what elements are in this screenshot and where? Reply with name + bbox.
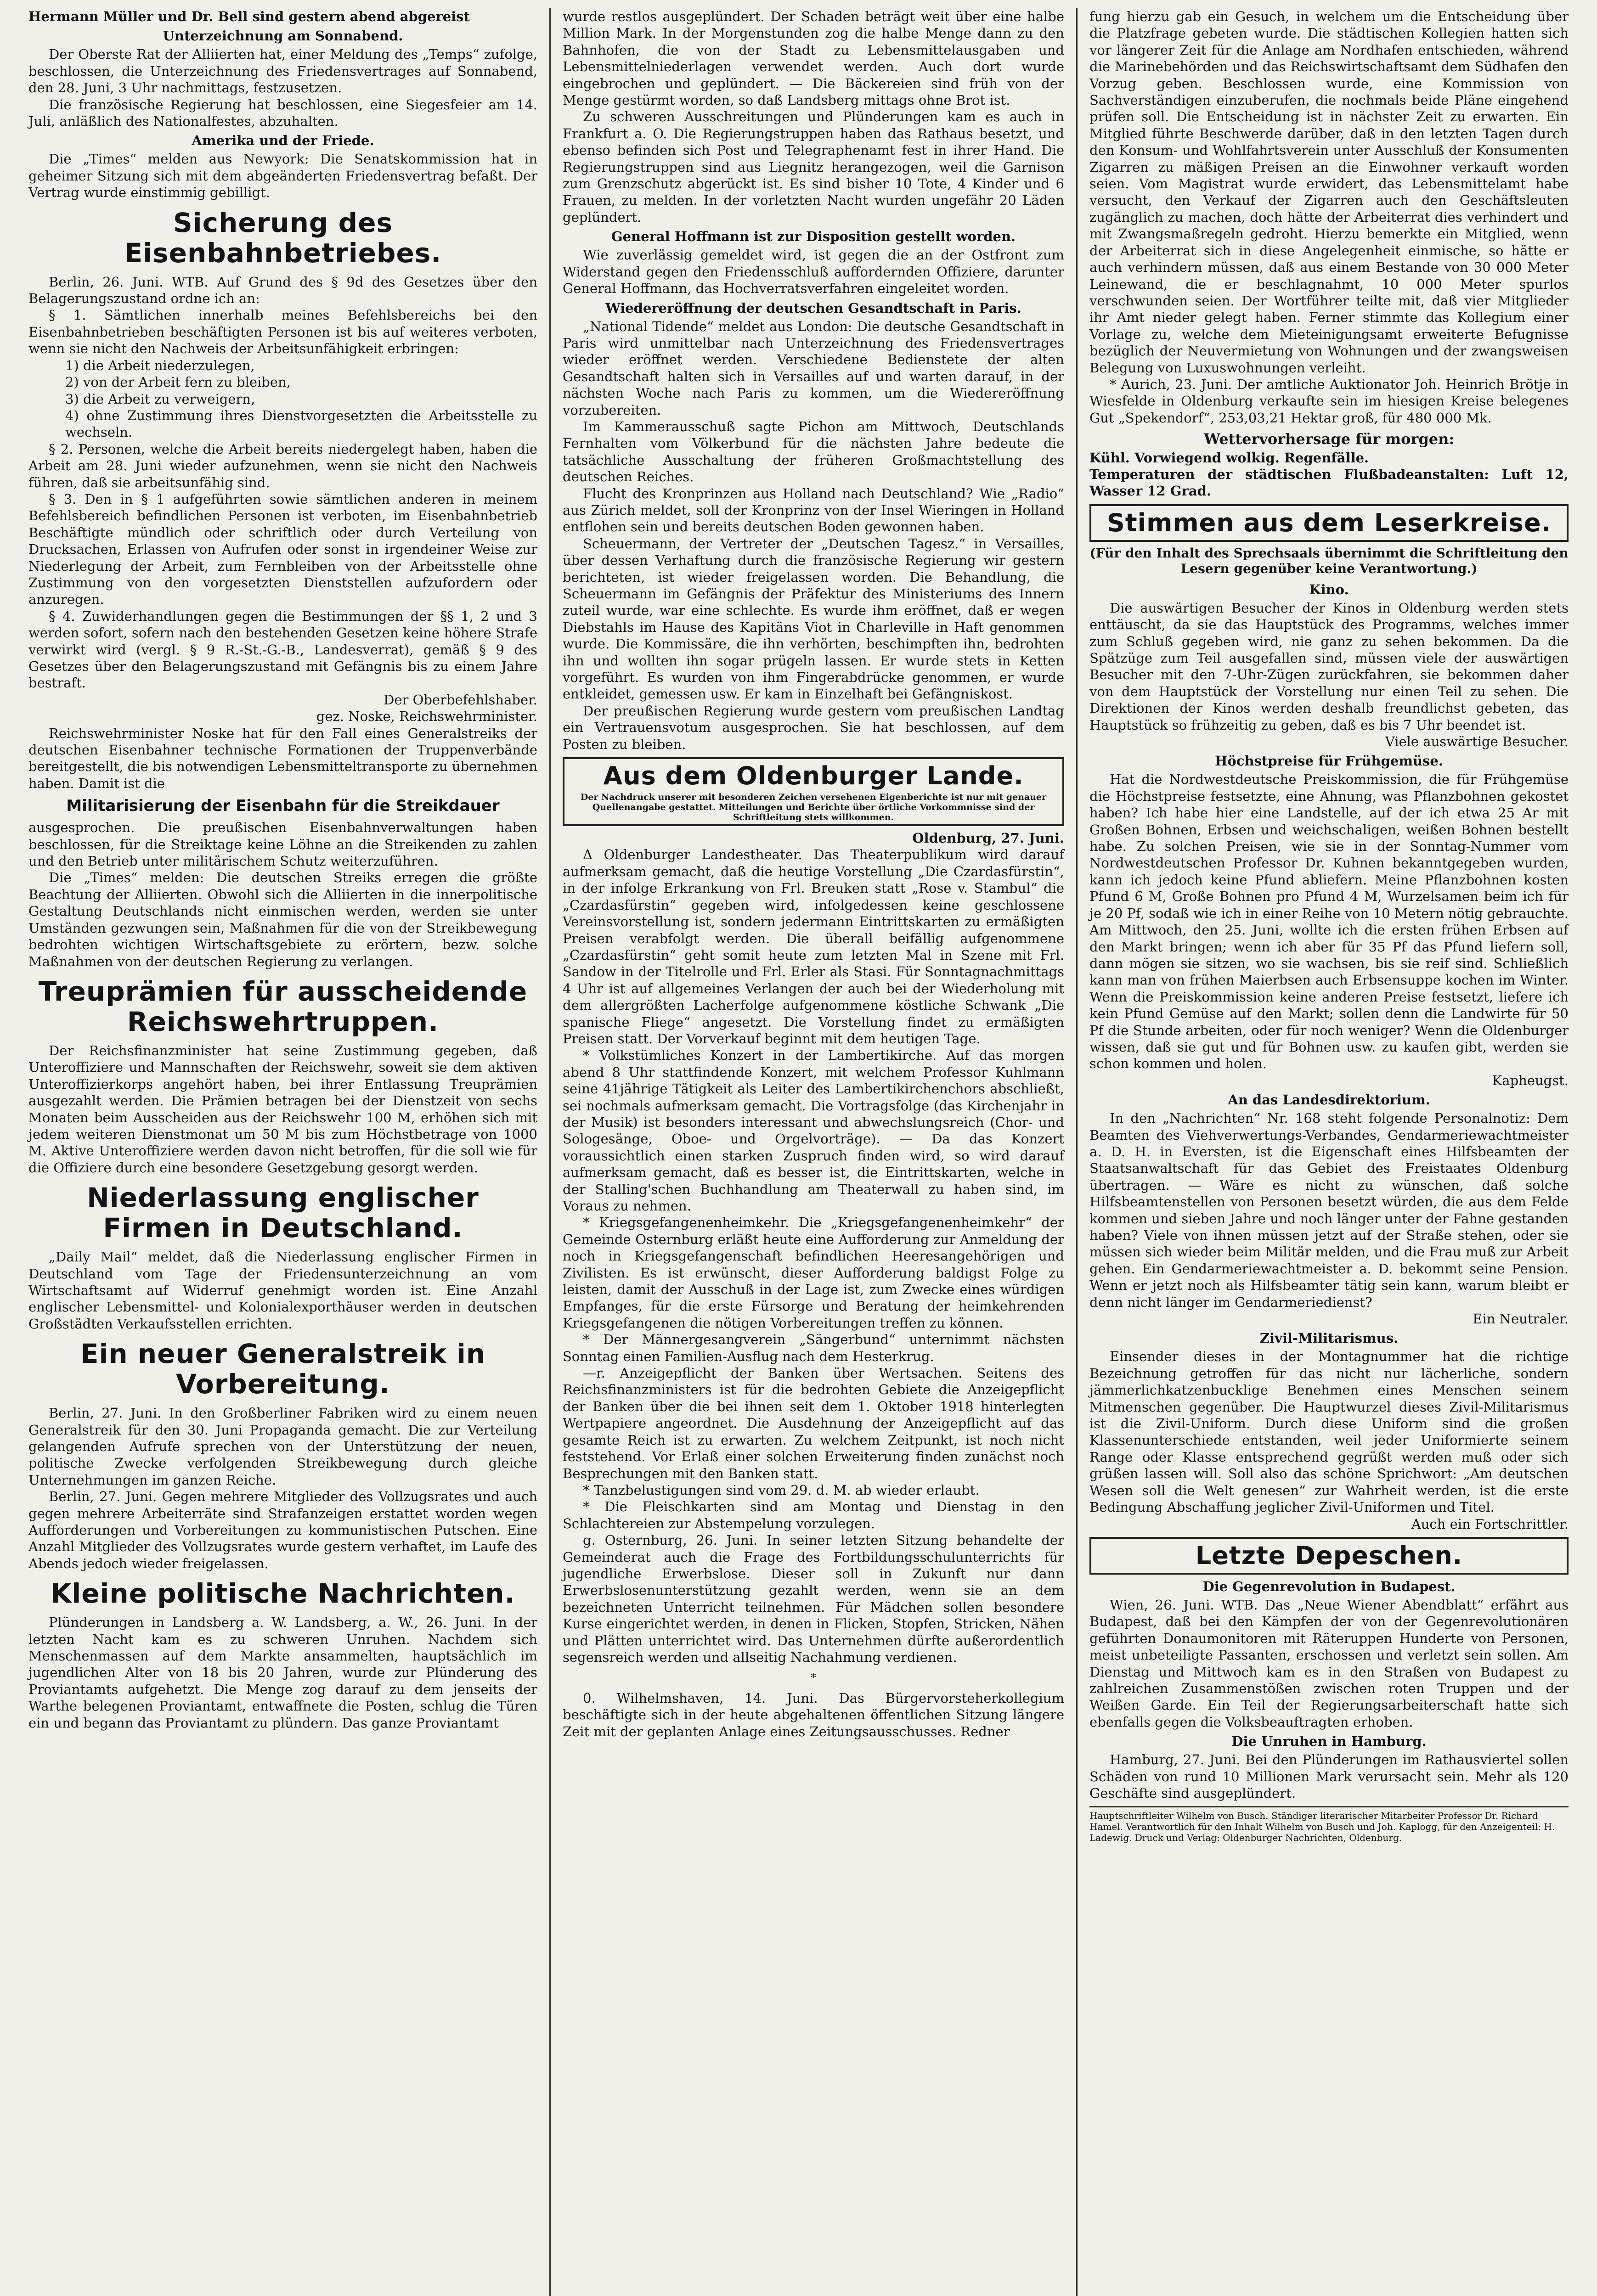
section-note: Der Nachdruck unserer mit besonderen Zeichen versehenen Eigenberichte ist nur mit genauer Quellenangabe gestattet. Mitteilungen und Berichte über örtliche Vorkommnisse sind der Schriftleitung stets willkommen. [580,792,1047,823]
paragraph: * Tanzbelustigungen sind vom 29. d. M. ab wieder erlaubt. [583,1482,980,1498]
subheading: Höchstpreise für Frühgemüse. [1215,753,1443,769]
paragraph: Einsender dieses in der Montagnummer hat die richtige Bezeichnung getroffen für das nicht nur lächerliche, sondern jämmerlichkatzenbucklige Benehmen eines Menschen seinem Mitmenschen gegenüber. Die Hauptwurzel dieses Zivil-Militarismus ist die Zivil-Uniform. Durch diese Uniform sind die großen Klassenunterschiede entstanden, weil jeder Uniformierte seinem Range oder Klasse entsprechend gegrüßt werden muß oder sich grüßen lassen will. Soll also das schöne Sprichwort: „Am deutschen Wesen soll die Welt genesen“ zur Wahrheit werden, ist die erste Bedingung Abschaffung jeglicher Zivil-Uniformen und Titel. [1089,1349,1569,1515]
paragraph: Wien, 26. Juni. WTB. Das „Neue Wiener Abendblatt“ erfährt aus Budapest, daß bei den Kämpfen der von der Gegenrevolutionären geführten Donaumonitoren mit Räteruppen Hunderte von Personen, meist unbeteiligte Passanten, erschossen und verletzt sein sollen. Am Dienstag und Mittwoch kam es in den Straßen von Budapest zu zahlreichen Zusammenstößen zwischen roten Truppen und der Weißen Garde. Ein Teil der Regierungsarbeiterschaft hatte sich ebenfalls gegen die Volksbeauftragten erhoben. [1089,1597,1569,1730]
subheading: An das Landesdirektorium. [1228,1092,1430,1108]
paragraph: * Kriegsgefangenenheimkehr. Die „Kriegsgefangenenheimkehr“ der Gemeinde Osternburg erläßt heute eine Aufforderung zur Anmeldung der noch in Kriegsgefangenschaft befindlichen Heeresangehörigen und Zivilisten. Es ist erwünscht, dieser Aufforderung baldigst Folge zu leisten, damit der Ausschuß in der Lage ist, zum Zwecke eines würdigen Empfanges, für die erste Fürsorge und Beratung der heimkehrenden Kriegsgefangenen die nötigen Vorbereitungen treffen zu können. [563,1215,1064,1331]
paragraph: fung hierzu gab ein Gesuch, in welchem um die Entscheidung über die Platzfrage gebeten wurde. Die städtischen Kollegien hatten sich vor längerer Zeit für die Anlage am Nordhafen entschieden, während die Marinebehörden und das Reichswirtschaftsamt dem Südhafen den Vorzug geben. Beschlossen wurde, eine Kommission von Sachverständigen einzuberufen, die nochmals beide Pläne eingehend prüfen soll. Die Entscheidung ist in nächster Zeit zu erwarten. Ein Mitglied führte Beschwerde darüber, daß in den letzten Tagen durch den Konsum- und Wohlfahrtsverein unter Ausschluß der Konsumenten Zigarren zu mäßigen Preisen an die Einwohner verkauft worden seien. Vom Magistrat wurde erwidert, das Lebensmittelamt habe versucht, den Verkauf der Zigarren auch den Geschäftsleuten zugänglich zu machen, doch hätte der Arbeiterrat dies verhindert und mit Zwangsmaßregeln gedroht. Hierzu bemerkte ein Mitglied, wenn der Arbeiterrat sich in diese Angelegenheit einmische, so hätte er auch verhindern müssen, daß aus einem Bestande von 30 000 Meter Leinewand, die er beschlagnahmt, 10 000 Meter spurlos verschwunden seien. Der Wortführer teilte mit, daß vier Mitglieder ihr Amt nieder gelegt haben. Ferner stimmte das Kollegium einer Vorlage zu, welche dem Mieteinigungsamt erweiterte Befugnisse bezüglich der Neuvermietung von Wohnungen und der zwangsweisen Belegung von Luxuswohnungen verleiht. [1089,9,1569,376]
list-item: 3) die Arbeit zu verweigern, [65,391,255,407]
subheading: Unterzeichnung am Sonnabend. [163,28,403,44]
paragraph: * Die Fleischkarten sind am Montag und Dienstag in den Schlachtereien zur Abstempelung vorzulegen. [563,1499,1064,1531]
paragraph: Zu schweren Ausschreitungen und Plünderungen kam es auch in Frankfurt a. O. Die Regierungstruppen haben das Rathaus besetzt, und ebenso befinden sich Post und Telegraphenamt fest in ihrer Hand. Die Regierungstruppen sind aus Liegnitz herangezogen, weil die Garnison zum Grenzschutz abgerückt ist. Es sind bisher 10 Tote, 4 Kinder und 6 Frauen, zu melden. In der vorletzten Nacht wurden ungefähr 20 Läden geplündert. [563,109,1064,225]
paragraph: Der Oberste Rat der Alliierten hat, einer Meldung des „Temps“ zufolge, beschlossen, die Unterzeichnung des Friedensvertrages auf Sonnabend, den 28. Juni, 3 Uhr nachmittags, festzusetzen. [28,46,537,96]
dateline: Oldenburg, 27. Juni. [912,830,1064,846]
signature: Ein Neutraler. [1473,1311,1569,1327]
headline: Treuprämien für ausscheidende Reichswehrtruppen. [38,975,528,1037]
paragraph: —r. Anzeigepflicht der Banken über Wertsachen. Seitens des Reichsfinanzministers ist für die bedrohten Gebiete die Anzeigepflicht der Banken über die bei ihnen seit dem 1. Oktober 1918 hinterlegten Wertpapiere angeordnet. Die Ausdehnung der Anzeigepflicht auf das gesamte Reich ist zu erwarten. Zu welchem Zeitpunkt, ist noch nicht feststehend. Vor Erlaß einer solchen Erweiterung finden zunächst noch Besprechungen mit den Banken statt. [563,1365,1064,1481]
headline: Ein neuer Generalstreik in Vorbereitung. [80,1338,486,1400]
separator-star: * [811,1671,816,1684]
section-headline: Aus dem Oldenburger Lande. [603,761,1024,791]
paragraph: Die „Times“ melden aus Newyork: Die Senatskommission hat in geheimer Sitzung sich mit dem abgeänderten Friedensvertrag befaßt. Der Vertrag wurde einstimmig gebilligt. [28,151,537,201]
list-item: 2) von der Arbeit fern zu bleiben, [65,374,291,390]
column-1 [17,8,549,2296]
paragraph: § 2. Personen, welche die Arbeit bereits niedergelegt haben, haben die Arbeit am 28. Juni wieder aufzunehmen, wenn sie nicht den Nachweis führen, daß sie arbeitsunfähig sind. [28,441,537,490]
paragraph: wurde restlos ausgeplündert. Der Schaden beträgt weit über eine halbe Million Mark. In der Morgenstunden zog die halbe Menge dann zu den Bahnhofen, die von der Stadt zu Lebensmittelausgaben und Lebensmittelniederlagen verwendet werden. Auch dort wurde eingebrochen und geplündert. — Die Bäckereien sind früh von der Menge gestürmt worden, so daß Landsberg mittags ohne Brot ist. [563,9,1064,108]
column-3 [1078,8,1580,2296]
paragraph: Wie zuverlässig gemeldet wird, ist gegen die an der Ostfront zum Widerstand gegen den Friedensschluß auffordernden Offiziere, darunter General Hoffmann, das Hochverratsverfahren eingeleitet worden. [563,247,1064,297]
paragraph: In den „Nachrichten“ Nr. 168 steht folgende Personalnotiz: Dem Beamten des Viehverwertungs-Verbandes, Gendarmeriewachtmeister a. D. H. in Eversten, ist die Eigenschaft eines Hilfsbeamten der Staatsanwaltschaft für das Gebiet des Freistaates Oldenburg übertragen. — Wäre es nicht zu wünschen, daß solche Hilfsbeamtenstellen von Personen besetzt würden, die aus dem Felde kommen und sieben Jahre und noch länger unter der Fahne gestanden haben? Viele von ihnen müssen jetzt auf der Straße stehen, oder sie müssen sich wieder beim Militär melden, und die Frau muß zur Arbeit gehen. Ein Gendarmeriewachtmeister a. D. bekommt seine Pension. Wenn er jetzt noch als Hilfsbeamter tätig sein kann, warum bleibt er denn nicht länger im Gendarmeriedienst? [1089,1110,1569,1310]
paragraph: § 1. Sämtlichen innerhalb meines Befehlsbereichs bei den Eisenbahnbetrieben beschäftigten Personen ist bis auf weiteres verboten, wenn sie nicht den Nachweis der Arbeitsunfähigkeit erbringen: [28,307,537,357]
headline: Kleine politische Nachrichten. [51,1578,515,1609]
paragraph: „Daily Mail“ meldet, daß die Niederlassung englischer Firmen in Deutschland vom Tage der Friedensunterzeichnung an vom Wirtschaftsamt auf Widerruf genehmigt worden ist. Eine Anzahl englischer Lebensmittel- und Kolonialexporthäuser werden in deutschen Großstädten Verkaufsstellen errichten. [28,1249,537,1332]
subheading: General Hoffmann ist zur Disposition gestellt worden. [611,229,1016,245]
paragraph: g. Osternburg, 26. Juni. In seiner letzten Sitzung behandelte der Gemeinderat auch die Frage des Fortbildungsschulunterrichts für jugendliche Erwerbslose. Dieser soll in Zukunft nur dann Erwerbslosenunterstützung gezahlt werden, wenn sie an dem bezeichneten Unterricht teilnehmen. Für Mädchen sollen besondere Kurse eingerichtet werden, in denen in Flicken, Stopfen, Stricken, Nähen und Plätten unterrichtet wird. Das Unternehmen dürfte außerordentlich segensreich werden und allseitig Nachahmung verdienen. [563,1532,1064,1665]
imprint: Hauptschriftleiter Wilhelm von Busch. Ständiger literarischer Mitarbeiter Professor Dr. Richard Hamel. Verantwortlich für den Inhalt Wilhelm von Busch und Joh. Kaplogg, für den Anzeigenteil: H. Ladewig. Druck und Verlag: Oldenburger Nachrichten, Oldenburg. [1089,1806,1569,1843]
paragraph: Die auswärtigen Besucher der Kinos in Oldenburg werden stets enttäuscht, da sie das Hauptstück des Programms, welches immer zum Schluß gegeben wird, nie ganz zu sehen bekommen. Da die Spätzüge zum Teil ausgefallen sind, müssen viele der auswärtigen Besucher mit den 7-Uhr-Zügen zurückfahren, sie bekommen daher von dem Hauptstück der Vorstellung nur einen Teil zu sehen. Die Direktionen der Kinos werden deshalb freundlichst gebeten, das Hauptstück so frühzeitig zu geben, daß es bis 7 Uhr beendet ist. [1089,600,1569,733]
headline: Niederlassung englischer Firmen in Deutschland. [87,1182,479,1244]
paragraph: Berlin, 26. Juni. WTB. Auf Grund des § 9d des Gesetzes über den Belagerungszustand ordne ich an: [28,274,537,307]
paragraph: Berlin, 27. Juni. Gegen mehrere Mitglieder des Vollzugsrates und auch gegen mehrere Arbeiterräte sind Strafanzeigen erstattet worden wegen Aufforderungen und Vorbereitungen zu kommunistischen Putschen. Eine Anzahl Mitglieder des Vollzugsrates wurde gestern verhaftet, im Laufe des Abends jedoch wieder freigelassen. [28,1489,537,1571]
section-headline: Stimmen aus dem Leserkreise. [1106,508,1552,537]
weather-heading: Wettervorhersage für morgen: [1203,430,1455,448]
paragraph: „National Tidende“ meldet aus London: Die deutsche Gesandtschaft in Paris wird unmittelbar nach Unterzeichnung des Friedensvertrages wieder eröffnet werden. Verschiedene Bedienstete der alten Gesandtschaft halten sich in Versailles auf und warten darauf, in der nächsten Woche nach Paris zu kommen, um die Wiedereröffnung vorzubereiten. [563,318,1064,418]
paragraph: Hamburg, 27. Juni. Bei den Plünderungen im Rathausviertel sollen Schäden von rund 10 Millionen Mark verursacht sein. Mehr als 120 Geschäfte sind ausgeplündert. [1089,1752,1569,1801]
list-item: 1) die Arbeit niederzulegen, [65,357,255,373]
paragraph: § 4. Zuwiderhandlungen gegen die Bestimmungen der §§ 1, 2 und 3 werden sofort, sofern nach den bestehenden Gesetzen keine höhere Strafe verwirkt wird (vergl. § 9 R.-St.-G.-B., Landesverrat), gemäß § 9 des Gesetzes über den Belagerungszustand mit Gefängnis bis zu einem Jahre bestraft. [28,608,537,691]
subheadline: Militarisierung der Eisenbahn für die Streikdauer [66,797,500,816]
paragraph: Die „Times“ melden: Die deutschen Streiks erregen die größte Beachtung der Alliierten. Obwohl sich die Alliierten in die innerpolitische Gestaltung Deutschlands nicht einmischen werden, werden sie unter Umständen gezwungen sein, Maßnahmen für die von der Streikbewegung bedrohten wichtigen Wirtschaftsgebiete zu erörtern, bezw. solche Maßnahmen von der deutschen Regierung zu verlangen. [28,870,537,969]
paragraph: Reichswehrminister Noske hat für den Fall eines Generalstreiks der deutschen Eisenbahner technische Formationen der Truppenverbände bereitgestellt, die bis notwendigen Lebensmitteltransporte zu übernehmen haben. Damit ist die [28,725,537,791]
paragraph: * Volkstümliches Konzert in der Lambertikirche. Auf das morgen abend 8 Uhr stattfindende Konzert, mit welchem Professor Kuhlmann seine 41jährige Tätigkeit als Leiter des Lambertikirchenchors abschließt, sei nochmals aufmerksam gemacht. Die Vortragsfolge (das Kirchenjahr in der Musik) ist besonders interessant und abwechslungsreich (Chor- und Sologesänge, Oboe- und Orgelvorträge). — Da das Konzert voraussichtlich einen starken Zuspruch finden wird, so wird darauf aufmerksam gemacht, daß es besser ist, die Eintrittskarten, welche in der Stalling'schen Buchhandlung am Theaterwall zu haben sind, im Voraus zu nehmen. [563,1047,1064,1214]
paragraph: Scheuermann, der Vertreter der „Deutschen Tagesz.“ in Versailles, über dessen Verhaftung durch die französische Regierung wir gestern berichteten, ist wieder freigelassen worden. Die Behandlung, die Scheuermann im Gefängnis der Präfektur des Ministeriums des Innern zuteil wurde, war eine schlechte. Es wurde ihm eröffnet, daß er wegen Diebstahls im Hause des Kapitäns Viot in Charleville in Haft genommen wurde. Die Kommissäre, die ihn verhörten, beschimpften ihn, bedrohten ihn und wollten ihn sogar prügeln lassen. Er wurde stets in Ketten vorgeführt. Es wurden von ihm Fingerabdrücke genommen, er wurde entkleidet, gemessen usw. Er kam in Einzelhaft bei Gefängniskost. [563,535,1064,702]
paragraph: Im Kammerausschuß sagte Pichon am Mittwoch, Deutschlands Fernhalten vom Völkerbund für die nächsten Jahre bedeute die tatsächliche Ausschaltung der früheren Großmachtstellung des deutschen Reiches. [563,418,1064,485]
list-item: 4) ohne Zustimmung ihres Dienstvorgesetzten die Arbeitsstelle zu wechseln. [65,407,537,440]
subheading: Die Unruhen in Hamburg. [1231,1733,1427,1750]
column-2 [549,8,1078,2296]
paragraph: § 3. Den in § 1 aufgeführten sowie sämtlichen anderen in meinem Befehlsbereich befindlichen Personen ist verboten, im Eisenbahnbetrieb Beschäftigte mündlich oder schriftlich oder durch Verteilung von Drucksachen, Erlassen von Aufrufen oder sonst in irgendeiner Weise zur Niederlegung der Arbeit, zum Fernbleiben von der Arbeitsstelle ohne Zustimmung von den vorgesetzten Dienststellen aufzufordern oder anzuregen. [28,491,537,608]
section-headline: Letzte Depeschen. [1195,1541,1463,1570]
signature: Auch ein Fortschrittler. [1411,1516,1569,1532]
paragraph: Plünderungen in Landsberg a. W. Landsberg, a. W., 26. Juni. In der letzten Nacht kam es zu schweren Unruhen. Nachdem sich Menschenmassen auf dem Markte ansammelten, hauptsächlich im jugendlichen Alter von 18 bis 20 Jahren, wurde zur Plünderung des Proviantamts aufgehetzt. Die Menge zog darauf zu dem jenseits der Warthe belegenen Proviantamt, entwaffnete die Posten, schlug die Türen ein und begann das Proviantamt zu plündern. Das ganze Proviantamt [28,1615,537,1731]
paragraph: Flucht des Kronprinzen aus Holland nach Deutschland? Wie „Radio“ aus Zürich meldet, soll der Kronprinz von der Insel Wieringen in Holland entflohen sein und bereits deutschen Boden gewonnen haben. [563,485,1064,535]
weather-text: Kühl. Vorwiegend wolkig. Regenfälle. [1089,450,1369,466]
headline: Sicherung des Eisenbahnbetriebes. [124,207,442,269]
intro-line: Hermann Müller und Dr. Bell sind gestern abend abgereist [28,9,470,24]
section-note: (Für den Inhalt des Sprechsaals übernimmt die Schriftleitung den Lesern gegenüber keine Verantwortung.) [1089,545,1569,576]
subheading: Zivil-Militarismus. [1259,1330,1399,1346]
paragraph: Hat die Nordwestdeutsche Preiskommission, die für Frühgemüse die Höchstpreise festsetzte, eine Ahnung, was Pflanzbohnen gekostet haben? Ich habe hier eine Landstelle, auf der ich etwa 25 Ar mit Großen Bohnen, Erbsen und weichschaligen, weißen Bohnen bestellt habe. Zu solchen Preisen, wie sie in der Sonntag-Nummer vom Nordwestdeutschen Professor Dr. Kuhnen bekanntgegeben wurden, kann ich jedoch keine Pfund abliefern. Meine Pflanzbohnen kosten Pfund 6 M, Große Bohnen pro Pfund 4 M, Wurzelsamen beim ich für je 20 Pf, sodaß wie ich in einer Reihe von 10 Metern nötig gebrauchte. Am Mittwoch, den 25. Juni, wollte ich die ersten frühen Erbsen auf den Markt bringen; wenn ich aber für 35 Pf das Pfund liefern soll, dann mögen sie sitzen, wo sie wachsen, bis sie reif sind. Schließlich kann man von frühen Maierbsen auch Erbsensuppe kochen im Winter. Wenn die Preiskommission keine anderen Preise festsetzt, liefere ich kein Pfund Gemüse auf den Markt; sollen denn die Landwirte für 50 Pf die Stunde arbeiten, oder für noch weniger? Wenn die Oldenburger wissen, daß sie gut und für Bohnen usw. zu kaufen gibt, werden sie schon kommen und holen. [1089,771,1569,1072]
paragraph: ausgesprochen. Die preußischen Eisenbahnverwaltungen haben beschlossen, für die Streiktage keine Löhne an die Streikenden zu zahlen und den Betrieb unter militärischem Schutz weiterzuführen. [28,820,537,869]
subheading: Amerika und der Friede. [192,133,374,149]
subheading: Wiedereröffnung der deutschen Gesandtschaft in Paris. [605,300,1021,316]
paragraph: * Aurich, 23. Juni. Der amtliche Auktionator Joh. Heinrich Brötje in Wiesfelde in Oldenburg verkaufte sein im hiesigen Kreise belegenes Gut „Spekendorf“, 253,03,21 Hektar groß, für 480 000 Mk. [1089,376,1569,426]
paragraph: Der preußischen Regierung wurde gestern vom preußischen Landtag ein Vertrauensvotum ausgesprochen. Sie hat beschlossen, auf dem Posten zu bleiben. [563,703,1064,752]
paragraph: Der Reichsfinanzminister hat seine Zustimmung gegeben, daß Unteroffiziere und Mannschaften der Reichswehr, soweit sie dem aktiven Unteroffizierkorps angehört haben, bei ihrer Entlassung Treuprämien ausgezahlt werden. Die Prämien betragen bei der Dienstzeit von sechs Monaten beim Ausscheiden aus der Reichswehr 100 M, erhöhen sich mit jedem weiteren Dienstmonat um 50 M bis zum Höchstbetrage von 1000 M. Aktive Unteroffiziere werden davon nicht betroffen, für die soll wie für die Offiziere durch eine besondere Gesetzgebung gesorgt werden. [28,1042,537,1176]
section-header-box [1089,504,1569,542]
paragraph: * Der Männergesangverein „Sängerbund“ unternimmt nächsten Sonntag einen Familien-Ausflug nach dem Hesterkrug. [563,1332,1064,1364]
signature: Viele auswärtige Besucher. [1385,734,1569,750]
paragraph: 0. Wilhelmshaven, 14. Juni. Das Bürgervorsteherkollegium beschäftigte sich in der heute abgehaltenen öffentlichen Sitzung längere Zeit mit der geplanten Anlage eines Zeitungsausschusses. Redner [563,1690,1064,1739]
signature: gez. Noske, Reichswehrminister. [316,709,537,725]
signature: Der Oberbefehlshaber. [384,692,537,708]
paragraph: Berlin, 27. Juni. In den Großberliner Fabriken wird zu einem neuen Generalstreik für den 30. Juni Propaganda gemacht. Die zur Verteilung gelangenden Aufrufe sprechen von der Unterstützung der neuen, politische Zwecke verfolgenden Streikbewegung durch gleiche Unternehmungen im ganzen Reiche. [28,1405,537,1488]
weather-text: Temperaturen der städtischen Flußbadeanstalten: Luft 12, Wasser 12 Grad. [1089,466,1569,499]
signature: Kapheugst. [1492,1072,1569,1088]
subheading: Die Gegenrevolution in Budapest. [1202,1578,1456,1594]
paragraph: Die französische Regierung hat beschlossen, eine Siegesfeier am 14. Juli, anläßlich des Nationalfestes, abzuhalten. [28,96,537,129]
subheading: Kino. [1309,581,1349,597]
section-header-box [563,757,1064,826]
paragraph: Δ Oldenburger Landestheater. Das Theaterpublikum wird darauf aufmerksam gemacht, daß die heutige Vorstellung „Die Czardasfürstin“, in der infolge Erkrankung von Frl. Breuken statt „Rose v. Stambul“ die „Czardasfürstin“ gegeben wird, infolgedessen keine geschlossene Vereinsvorstellung ist, sondern jedermann Eintrittskarten zu ermäßigten Preisen verabfolgt werden. Die überall beifällig aufgenommene „Czardasfürstin“ geht somit heute zum letzten Mal in Szene mit Frl. Sandow in der Titelrolle und Frl. Erler als Stasi. Für Sonntagnachmittags 4 Uhr ist auf allgemeines Verlangen der auch bei der Wiederholung mit dem allergrößten Lacherfolge aufgenommene köstliche Schwank „Die spanische Fliege“ angesetzt. Die Vorstellung findet zu ermäßigten Preisen statt. Der Vorverkauf beginnt mit dem heutigen Tage. [563,847,1064,1047]
section-header-box [1089,1537,1569,1575]
